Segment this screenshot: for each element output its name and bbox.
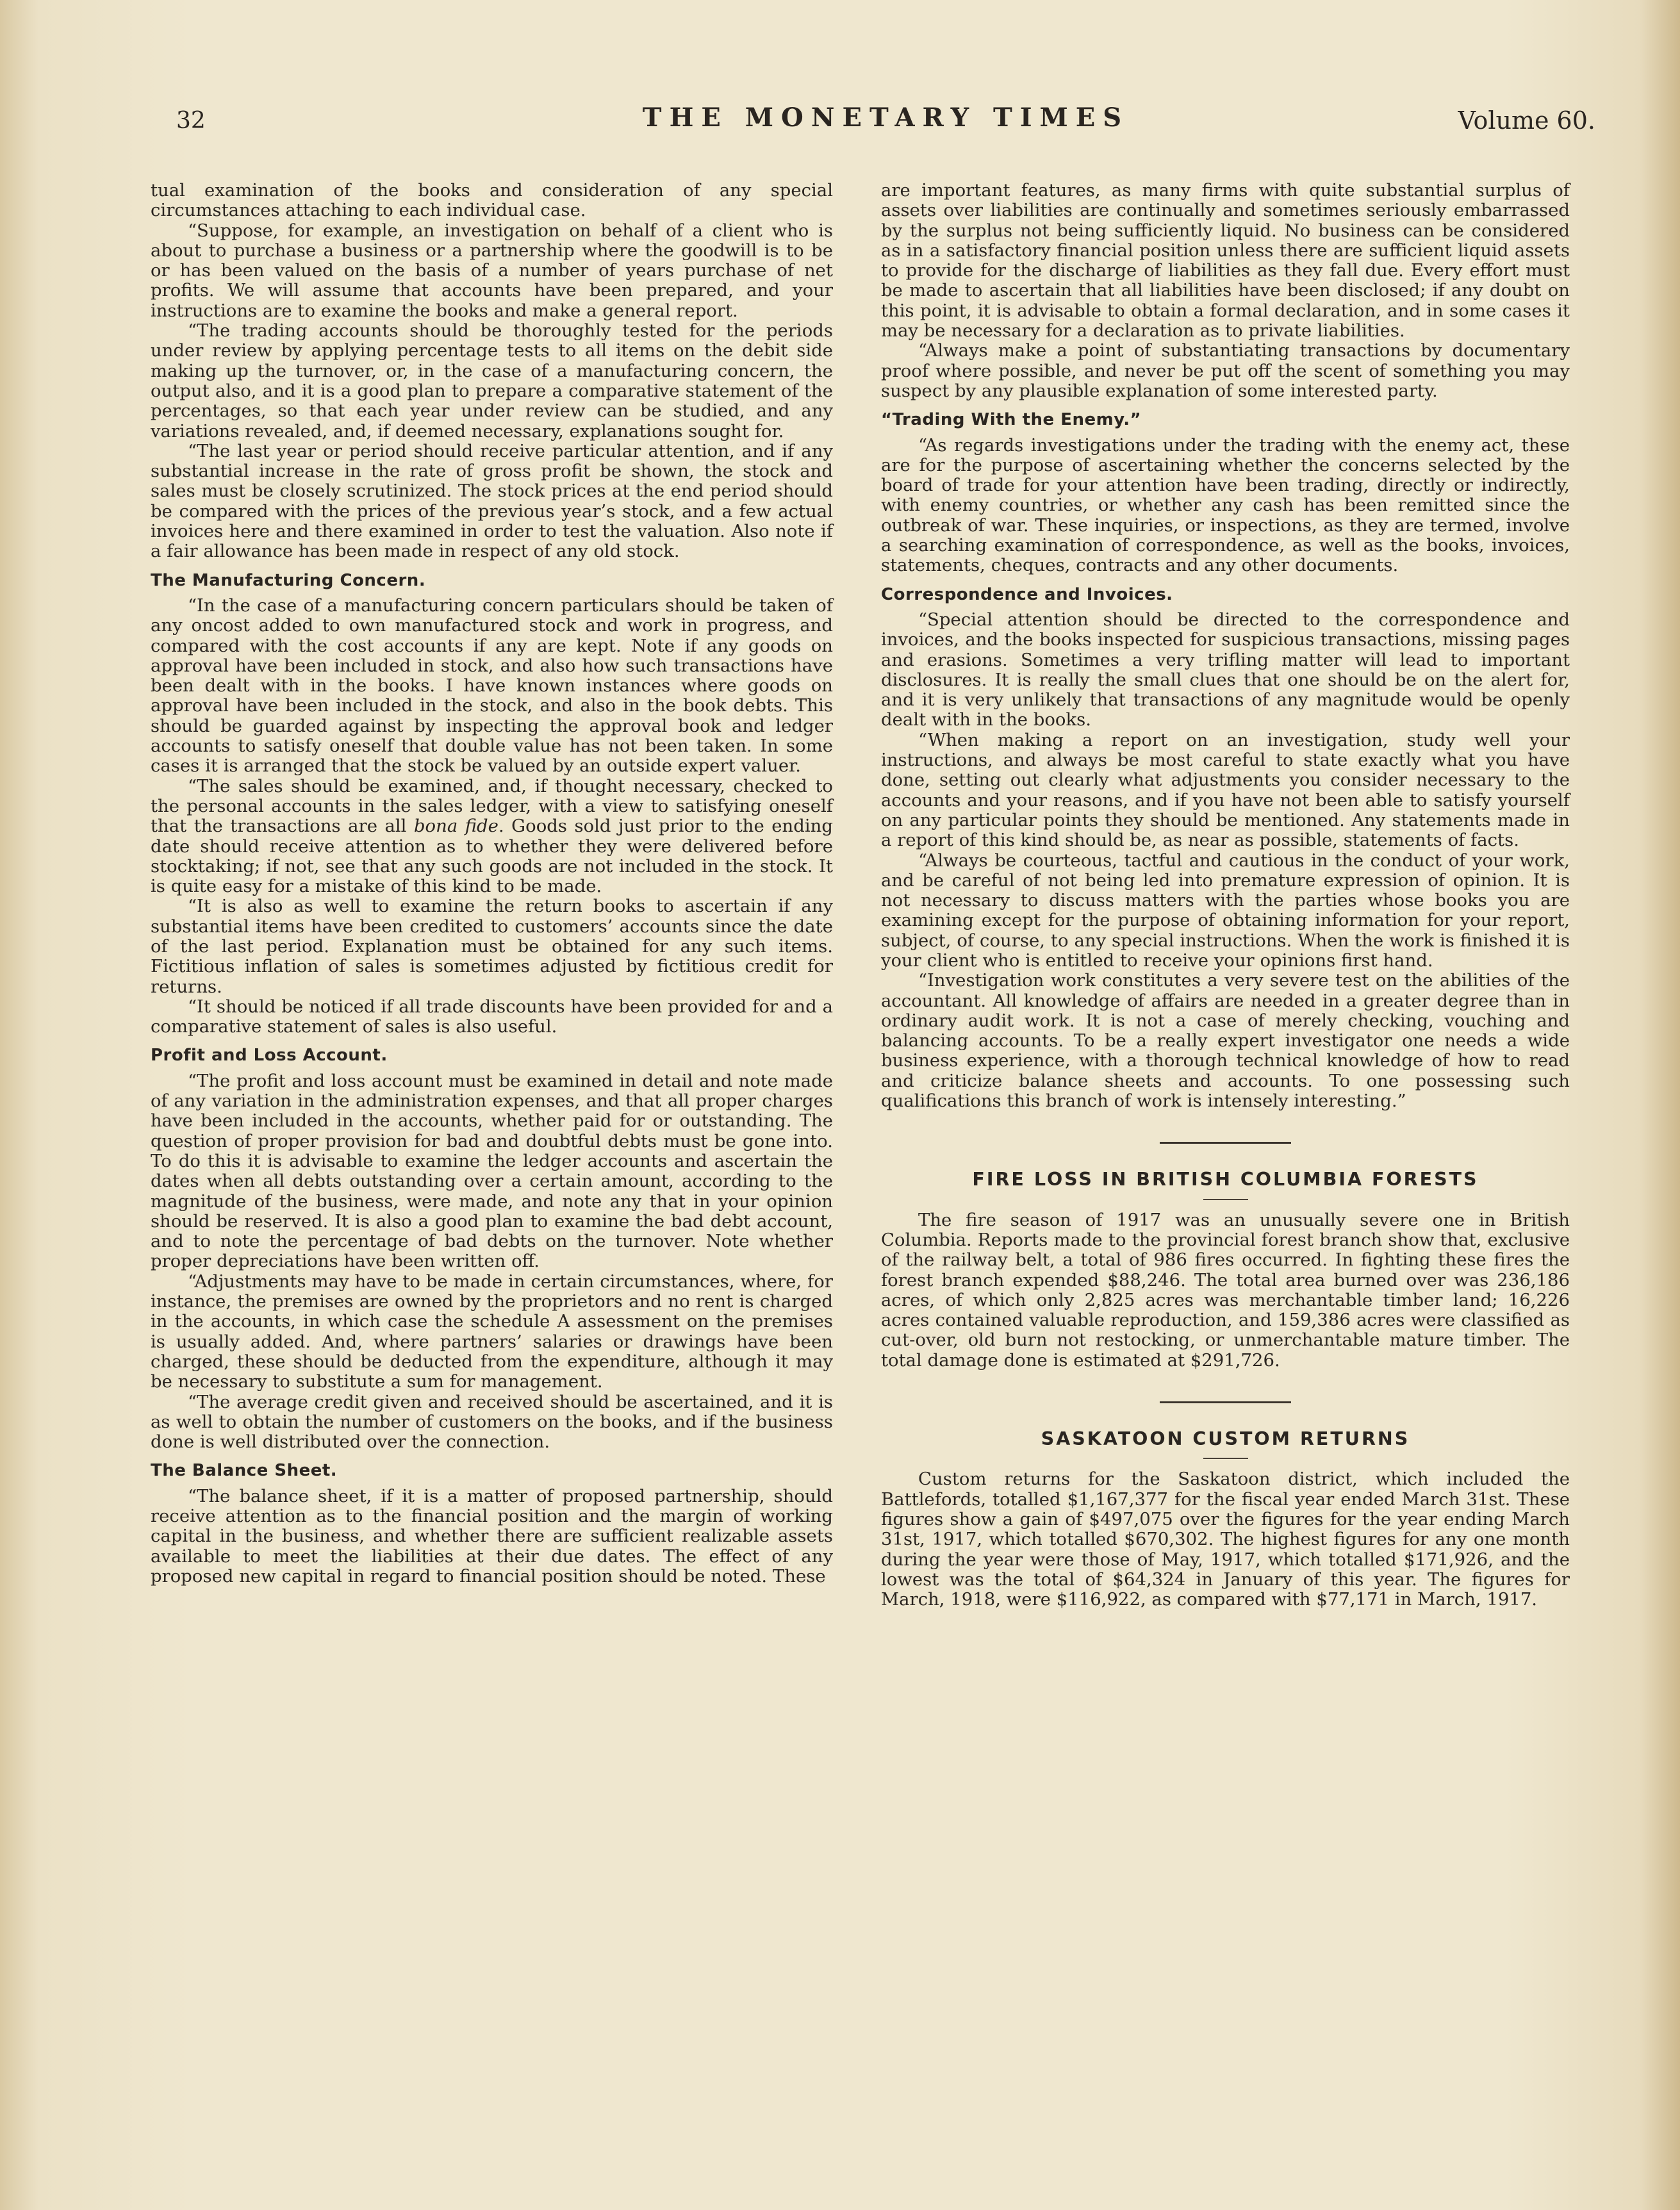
paragraph: “Always be courteous, tactful and cautious in the conduct of your work, and be careful of not being led into premature expression of opinion. It is not necessary to discuss matters with the parties whose books you are examining except for the purpose of obtaining information for your report, subject, of course, to any special instructions. When the work is finished it is your client who is entitled to receive your opinions first hand. <box>881 850 1570 971</box>
text-run: “The sales should be examined, and, if thought necessary, checked to the personal accounts in the sales ledger, with a view to satisfying oneself that the transactions are all <box>151 775 833 837</box>
left-column <box>151 181 833 1587</box>
article-title-saskatoon: SASKATOON CUSTOM RETURNS <box>1041 1428 1410 1450</box>
section-heading-manufacturing: The Manufacturing Concern. <box>151 570 426 590</box>
paragraph: “In the case of a manufacturing concern particulars should be taken of any oncost added to own manufactured stock and work in progress, and compared with the cost accounts if any are kept. Note if any goods on approval have been included in stock, and also how such transactions have been dealt with in the books. I have known instances where goods on approval have been included in the stock, and also in the book debts. This should be guarded against by inspecting the approval book and ledger accounts to satisfy oneself that double value has not been taken. In some cases it is arranged that the stock be valued by an outside expert valuer. <box>151 595 833 777</box>
title-underline <box>1203 1199 1248 1200</box>
section-heading-trading-enemy: “Trading With the Enemy.” <box>881 410 1142 430</box>
article-paragraph: Custom returns for the Saskatoon district, which included the Battlefords, totalled $1,167,377 for the fiscal year ended March 31st. These figures show a gain of $497,075 over the figures for the year ending March 31st, 1917, which totalled $670,302. The highest figures for any one month during the year were those of May, 1917, which totalled $171,926, and the lowest was the total of $64,324 in January of this year. The figures for March, 1918, were $116,922, as compared with $77,171 in March, 1917. <box>881 1469 1570 1610</box>
paragraph: “Always make a point of substantiating transactions by documentary proof where possible, and never be put off the scent of something you may suspect by any plausible explanation of some interested party. <box>881 340 1570 401</box>
paragraph: “Investigation work constitutes a very severe test on the abilities of the accountant. All knowledge of affairs are needed in a greater degree than in ordinary audit work. It is not a case of merely checking, vouching and balancing accounts. To be a really expert investigator one needs a wide business experience, with a thorough technical knowledge of how to read and criticize balance sheets and accounts. To one possessing such qualifications this branch of work is intensely interesting.” <box>881 970 1570 1112</box>
paragraph: “The trading accounts should be thoroughly tested for the periods under review by applying percentage tests to all items on the debit side making up the turnover, or, in the case of a manufacturing concern, the output also, and it is a good plan to prepare a comparative statement of the percentages, so that each year under review can be studied, and any variations revealed, and, if deemed necessary, explanations sought for. <box>151 320 833 441</box>
page-header <box>176 103 1595 141</box>
paragraph: “Suppose, for example, an investigation on behalf of a client who is about to purchase a business or a partnership where the goodwill is to be or has been valued on the basis of a number of years purchase of net profits. We will assume that accounts have been prepared, and your instructions are to examine the books and make a general report. <box>151 220 833 321</box>
section-heading-balance-sheet: The Balance Sheet. <box>151 1461 338 1481</box>
title-underline <box>1203 1458 1248 1459</box>
paragraph: “Special attention should be directed to the correspondence and invoices, and the books inspected for suspicious transactions, missing pages and erasions. Sometimes a very trifling matter will lead to important disclosures. It is really the small clues that one should be on the alert for, and it is very unlikely that transactions of any magnitude would be openly dealt with in the books. <box>881 609 1570 730</box>
section-heading-correspondence: Correspondence and Invoices. <box>881 584 1173 604</box>
volume-label: Volume 60. <box>1458 106 1595 135</box>
right-column <box>881 181 1570 1610</box>
article-paragraph: The fire season of 1917 was an unusually severe one in British Columbia. Reports made to the provincial forest branch show that, exclusive of the railway belt, a total of 986 fires occurred. In fighting these fires the forest branch expended $88,246. The total area burned over was 236,186 acres, of which only 2,825 acres was merchantable timber land; 16,226 acres contained valuable reproduction, and 159,386 acres were classified as cut-over, old burn not restocking, or unmerchantable mature timber. The total damage done is estimated at $291,726. <box>881 1209 1570 1371</box>
paragraph: “The average credit given and received should be ascertained, and it is as well to obtain the number of customers on the books, and if the business done is well distributed over the connection. <box>151 1391 833 1453</box>
section-heading-profit-loss: Profit and Loss Account. <box>151 1046 388 1066</box>
paragraph: “It is also as well to examine the return books to ascertain if any substantial items have been credited to customers’ accounts since the date of the last period. Explanation must be obtained for any such items. Fictitious inflation of sales is sometimes adjusted by fictitious credit for returns. <box>151 896 833 997</box>
paragraph: “As regards investigations under the trading with the enemy act, these are for the purpose of ascertaining whether the concerns selected by the board of trade for your attention have been trading, directly or indirectly, with enemy countries, or whether any cash has been remitted since the outbreak of war. These inquiries, or inspections, as they are termed, involve a searching examination of correspondence, as well as the books, invoices, statements, cheques, contracts and any other documents. <box>881 434 1570 576</box>
paragraph: are important features, as many firms with quite substantial surplus of assets over liabilities are continually and sometimes seriously embarrassed by the surplus not being sufficiently liquid. No business can be considered as in a satisfactory financial position unless there are sufficient liquid assets to provide for the discharge of liabilities as they fall due. Every effort must be made to ascertain that all liabilities have been disclosed; if any doubt on this point, it is advisable to obtain a formal declaration, and in some cases it may be necessary for a declaration as to private liabilities. <box>881 180 1570 342</box>
article-title-fire-loss: FIRE LOSS IN BRITISH COLUMBIA FORESTS <box>972 1169 1479 1191</box>
paragraph: “When making a report on an investigation, study well your instructions, and always be most careful to state exactly what you have done, setting out clearly what adjustments you consider necessary to the accounts and your reasons, and if you have not been able to satisfy yourself on any particular points they should be mentioned. Any statements made in a report of this kind should be, as near as possible, statements of facts. <box>881 729 1570 851</box>
page-number: 32 <box>176 108 206 134</box>
italic-phrase: bona fide <box>413 816 498 837</box>
paragraph: “The last year or period should receive particular attention, and if any substantial increase in the rate of gross profit be shown, the stock and sales must be closely scrutinized. The stock prices at the end period should be compared with the prices of the previous year’s stock, and a few actual invoices here and there examined in order to test the valuation. Also note if a fair allowance has been made in respect of any old stock. <box>151 440 833 562</box>
paragraph: “It should be noticed if all trade discounts have been provided for and a comparative statement of sales is also useful. <box>151 996 833 1037</box>
paragraph: “Adjustments may have to be made in certain circumstances, where, for instance, the premises are owned by the proprietors and no rent is charged in the accounts, in which case the schedule A assessment on the premises is usually added. And, where partners’ salaries or drawings have been charged, these should be deducted from the expenditure, although it may be necessary to substitute a sum for management. <box>151 1271 833 1392</box>
paragraph: “The balance sheet, if it is a matter of proposed partnership, should receive attention as to the financial position and the margin of working capital in the business, and whether there are sufficient realizable assets available to meet the liabilities at their due dates. The effect of any proposed new capital in regard to financial position should be noted. These <box>151 1485 833 1587</box>
text-run: . Goods sold just prior to the ending date should receive attention as to whether they were delivered before stocktaking; if not, see that any such goods are not included in the stock. It is quite easy for a mistake of this kind to be made. <box>151 816 833 897</box>
publication-title: THE MONETARY TIMES <box>642 103 1130 133</box>
paragraph-sales <box>151 777 833 897</box>
paragraph: “The profit and loss account must be examined in detail and note made of any variation in the administration expenses, and that all proper charges have been included in the accounts, whether paid for or outstanding. The question of proper provision for bad and doubtful debts must be gone into. To do this it is advisable to examine the ledger accounts and ascertain the dates when all debts outstanding over a certain amount, according to the magnitude of the business, were made, and note any that in your opinion should be reserved. It is also a good plan to examine the bad debt account, and to note the percentage of bad debts on the turnover. Note whether proper depreciations have been written off. <box>151 1070 833 1272</box>
paragraph: tual examination of the books and consideration of any special circumstances attaching to each individual case. <box>151 180 833 221</box>
